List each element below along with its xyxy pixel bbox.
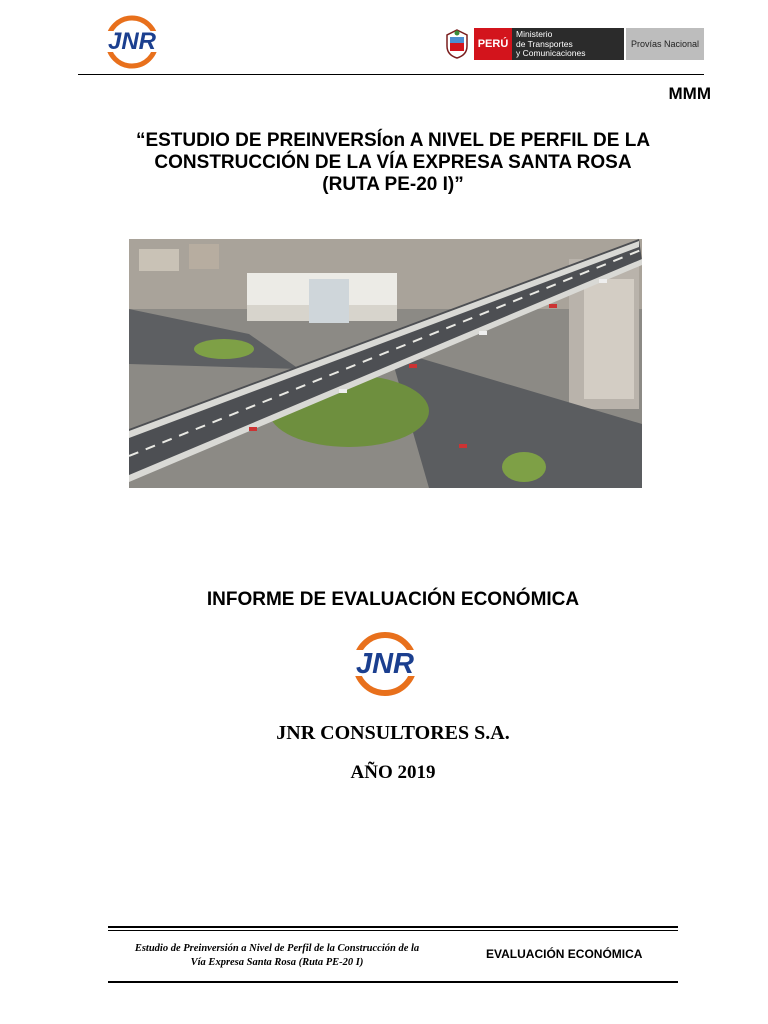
report-type-heading: INFORME DE EVALUACIÓN ECONÓMICA [206, 589, 580, 610]
footer-divider [108, 926, 678, 928]
ministry-line: y Comunicaciones [516, 48, 586, 58]
jnr-logo [78, 14, 186, 70]
aerial-expressway-photo [129, 239, 642, 488]
year-label: AÑO 2019 [350, 762, 436, 783]
footer-study-line: Estudio de Preinversión a Nivel de Perfil de la Construcción de la [134, 943, 420, 954]
consultant-name: JNR CONSULTORES S.A. [276, 722, 510, 744]
jnr-logo-text: JNR [107, 28, 157, 55]
ministry-label [512, 28, 624, 60]
provias-label: Provías Nacional [626, 28, 704, 60]
peru-coat-of-arms-icon [444, 28, 470, 60]
jnr-logo [320, 630, 450, 698]
footer-divider [108, 930, 678, 931]
footer-divider [108, 981, 678, 983]
peru-label: PERÚ [474, 28, 512, 60]
ministry-line: Ministerio [516, 29, 553, 39]
footer-study-name [112, 942, 442, 970]
footer-study-line: Vía Expresa Santa Rosa (Ruta PE-20 I) [190, 957, 364, 968]
title-line: (RUTA PE-20 I)” [322, 174, 464, 195]
document-title [80, 130, 706, 196]
footer-section-label: EVALUACIÓN ECONÓMICA [486, 947, 643, 961]
title-line: CONSTRUCCIÓN DE LA VÍA EXPRESA SANTA ROSA [154, 152, 632, 173]
document-code: MMM [668, 84, 711, 103]
jnr-logo-text: JNR [355, 648, 415, 680]
title-line: “ESTUDIO DE PREINVERSÍon A NIVEL DE PERFIL DE LA [135, 130, 651, 151]
header-divider [78, 74, 704, 75]
ministry-line: de Transportes [516, 38, 573, 49]
